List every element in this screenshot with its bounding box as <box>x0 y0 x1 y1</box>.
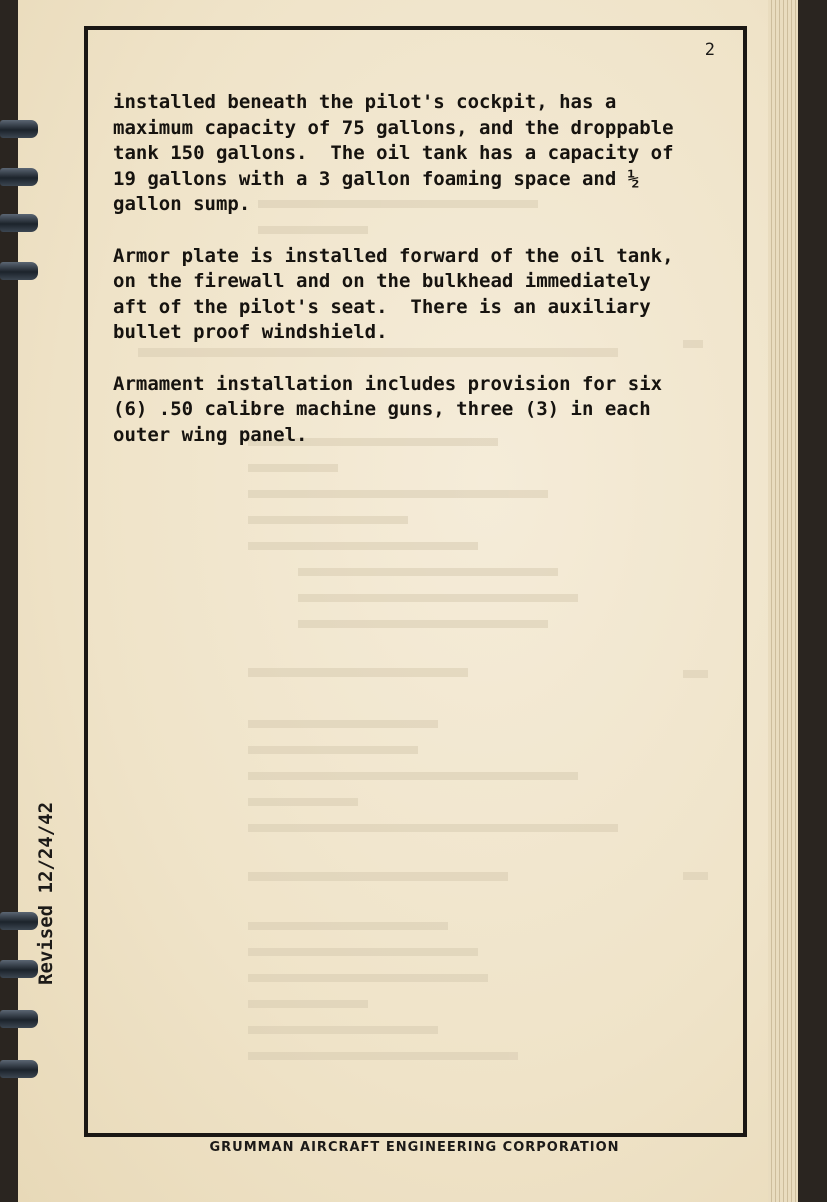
binding-ring <box>0 262 38 280</box>
revision-note: Revised 12/24/42 <box>35 801 57 985</box>
binding-ring <box>0 912 38 930</box>
footer-company-name: GRUMMAN AIRCRAFT ENGINEERING CORPORATION <box>209 1140 620 1155</box>
page-border-frame <box>84 26 747 1137</box>
binding-ring <box>0 1060 38 1078</box>
paragraph-fuel-oil: installed beneath the pilot's cockpit, has a maximum capacity of 75 gallons, and the droppable tank 150 gallons. The oil tank has a capacity of 19 gallons with a 3 gallon foaming space and ½ gallon sump. <box>113 91 674 215</box>
binding-ring <box>0 120 38 138</box>
paragraph-armor: Armor plate is installed forward of the oil tank, on the firewall and on the bulkhead immediately aft of the pilot's seat. There is an auxiliary bullet proof windshield. <box>113 244 674 343</box>
binding-ring <box>0 1010 38 1028</box>
body-text <box>113 90 728 474</box>
binding-ring <box>0 960 38 978</box>
page-number: 2 <box>704 40 715 60</box>
binding-ring <box>0 168 38 186</box>
paragraph-armament: Armament installation includes provision for six (6) .50 calibre machine guns, three (3) in each outer wing panel. <box>113 372 663 446</box>
page-edge-stack <box>768 0 798 1202</box>
binding-ring <box>0 214 38 232</box>
